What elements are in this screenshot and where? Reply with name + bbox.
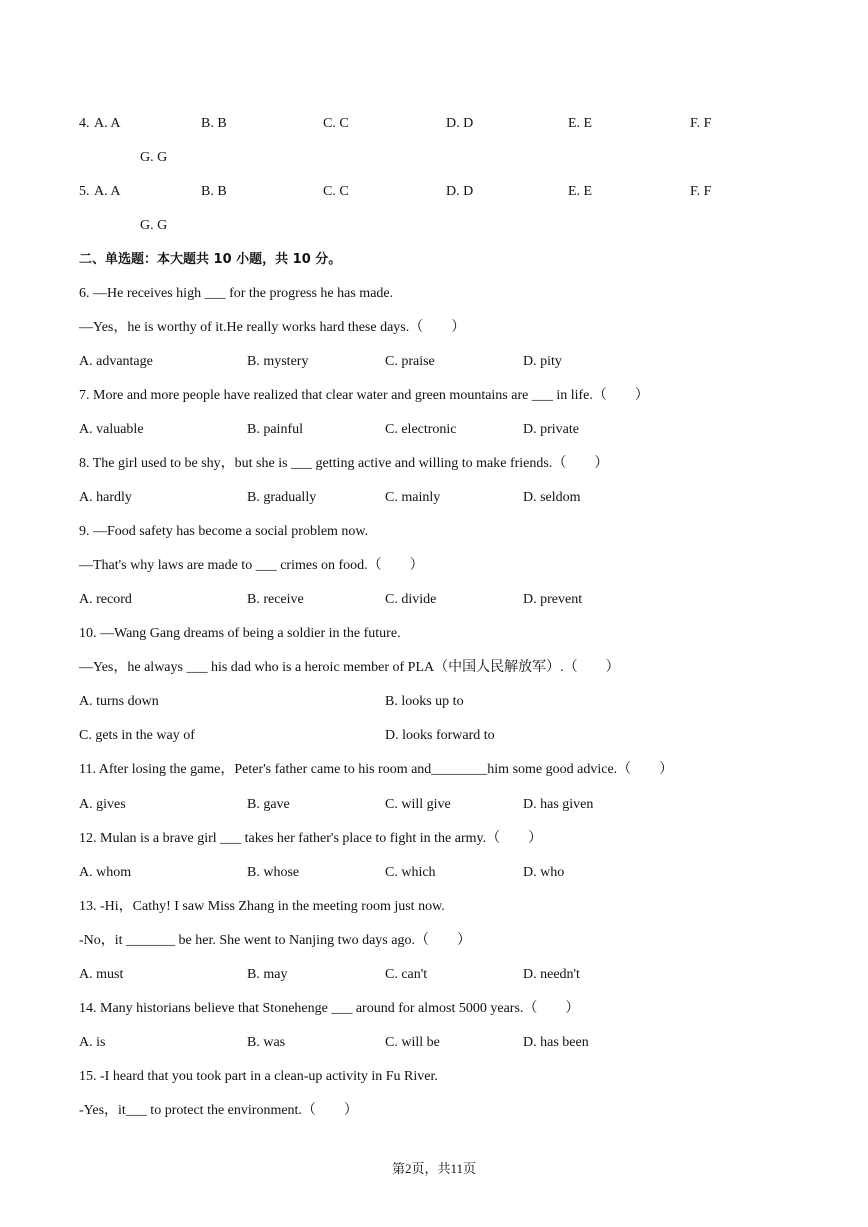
option-b: B. gradually — [247, 490, 317, 505]
option: C. C — [323, 116, 349, 131]
question-stem: 7. More and more people have realized that clear water and green mountains are ___ in life.（ ） — [79, 388, 649, 403]
option: G. G — [140, 218, 168, 233]
option-d: D. needn't — [523, 967, 580, 982]
option-a: A. hardly — [79, 490, 132, 505]
option-d: D. prevent — [523, 592, 583, 607]
option: G. G — [140, 150, 168, 165]
question-number: 5. — [79, 184, 90, 199]
option-a: A. is — [79, 1035, 106, 1050]
option-c: C. divide — [385, 592, 437, 607]
option-a: A. valuable — [79, 422, 144, 437]
question-stem: 12. Mulan is a brave girl ___ takes her father's place to fight in the army.（ ） — [79, 831, 543, 846]
question-stem: 10. —Wang Gang dreams of being a soldier in the future. — [79, 626, 401, 641]
question-stem: 13. -Hi，Cathy! I saw Miss Zhang in the meeting room just now. — [79, 899, 445, 914]
option: A. A — [94, 184, 121, 199]
question-stem: —That's why laws are made to ___ crimes on food.（ ） — [79, 558, 424, 573]
option-c: C. will give — [385, 797, 451, 812]
option-a: A. record — [79, 592, 132, 607]
question-stem: -Yes，it___ to protect the environment.（ ） — [79, 1103, 358, 1118]
option-a: A. must — [79, 967, 124, 982]
page-footer: 第2页，共11页 — [391, 1161, 477, 1176]
option-b: B. whose — [247, 865, 300, 880]
option-d: D. looks forward to — [385, 728, 495, 743]
option-c: C. will be — [385, 1035, 440, 1050]
option-a: A. turns down — [79, 694, 159, 709]
option: A. A — [94, 116, 121, 131]
question-stem: 8. The girl used to be shy，but she is ___ getting active and willing to make friends.（ ） — [79, 456, 609, 471]
option-b: B. was — [247, 1035, 286, 1050]
question-stem: 14. Many historians believe that Stonehenge ___ around for almost 5000 years.（ ） — [79, 1001, 580, 1016]
option: F. F — [690, 184, 712, 199]
option-d: D. has given — [523, 797, 594, 812]
option-c: C. mainly — [385, 490, 441, 505]
option-b: B. may — [247, 967, 288, 982]
option: B. B — [201, 184, 227, 199]
option: D. D — [446, 116, 474, 131]
option-d: D. pity — [523, 354, 562, 369]
option-d: D. has been — [523, 1035, 589, 1050]
option-a: A. whom — [79, 865, 132, 880]
option-b: B. mystery — [247, 354, 309, 369]
option-b: B. gave — [247, 797, 290, 812]
option-c: C. can't — [385, 967, 428, 982]
option: F. F — [690, 116, 712, 131]
question-number: 4. — [79, 116, 90, 131]
option: C. C — [323, 184, 349, 199]
option-a: A. advantage — [79, 354, 153, 369]
question-stem: —Yes，he is worthy of it.He really works hard these days.（ ） — [79, 320, 466, 335]
question-stem: —Yes，he always ___ his dad who is a heroic member of PLA（中国人民解放军）.（ ） — [79, 660, 620, 675]
question-stem: 6. —He receives high ___ for the progress he has made. — [79, 286, 394, 301]
option-c: C. which — [385, 865, 436, 880]
section-title: 二、单选题：本大题共 10 小题，共 10 分。 — [79, 252, 342, 267]
option-b: B. receive — [247, 592, 304, 607]
option-c: C. gets in the way of — [79, 728, 195, 743]
option-d: D. who — [523, 865, 565, 880]
option-c: C. electronic — [385, 422, 457, 437]
option: B. B — [201, 116, 227, 131]
question-stem: 9. —Food safety has become a social problem now. — [79, 524, 369, 539]
option-b: B. painful — [247, 422, 303, 437]
option-c: C. praise — [385, 354, 435, 369]
option-b: B. looks up to — [385, 694, 464, 709]
question-stem: 15. -I heard that you took part in a clean-up activity in Fu River. — [79, 1069, 438, 1084]
option-d: D. seldom — [523, 490, 581, 505]
option: E. E — [568, 184, 593, 199]
option: E. E — [568, 116, 593, 131]
question-stem: 11. After losing the game，Peter's father came to his room and________him some good advice.（ ） — [79, 762, 674, 777]
option: D. D — [446, 184, 474, 199]
option-d: D. private — [523, 422, 579, 437]
option-a: A. gives — [79, 797, 126, 812]
question-stem: -No，it _______ be her. She went to Nanjing two days ago.（ ） — [79, 933, 471, 948]
